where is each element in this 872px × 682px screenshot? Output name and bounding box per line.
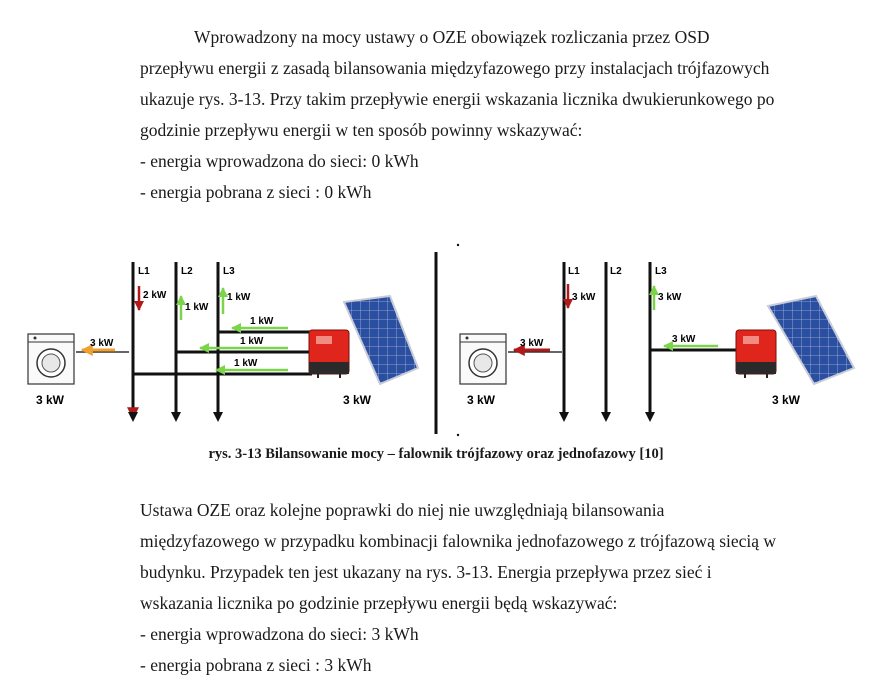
figure-caption: rys. 3-13 Bilansowanie mocy – falownik trójfazowy oraz jednofazowy [10] bbox=[208, 446, 664, 462]
load-label: 3 kW bbox=[467, 393, 496, 407]
washing-machine-icon bbox=[28, 334, 74, 384]
l3-flow-label: 3 kW bbox=[658, 292, 682, 303]
phase-l1-label: L1 bbox=[138, 266, 150, 277]
phase-l1-label: L1 bbox=[568, 266, 580, 277]
right-diagram-single-phase-inverter bbox=[460, 262, 854, 422]
intro-line: godzinie przepływu energii w ten sposób powinny wskazywać: bbox=[140, 120, 583, 140]
l1-flow-label: 3 kW bbox=[572, 292, 596, 303]
power-balancing-figure bbox=[0, 238, 872, 443]
body-line: międzyfazowego w przypadku kombinacji falownika jednofazowego z trójfazową siecią w bbox=[140, 531, 777, 551]
inverter-flow-label: 3 kW bbox=[672, 334, 696, 345]
phase-l3-label: L3 bbox=[223, 266, 235, 277]
inverter-icon bbox=[736, 330, 776, 378]
l2-flow-label: 1 kW bbox=[185, 302, 209, 313]
intro-line: ukazuje rys. 3-13. Przy takim przepływie energii wskazania licznika dwukierunkowego po bbox=[140, 89, 775, 109]
inverter-line-l2-label: 1 kW bbox=[240, 336, 264, 347]
body-paragraph bbox=[140, 495, 840, 681]
l1-flow-label: 2 kW bbox=[143, 290, 167, 301]
load-flow-label: 3 kW bbox=[90, 338, 114, 349]
solar-panel-icon bbox=[344, 296, 418, 384]
washing-machine-icon bbox=[460, 334, 506, 384]
body-line: Ustawa OZE oraz kolejne poprawki do niej nie uwzględniają bilansowania bbox=[140, 500, 665, 520]
body-bullet: - energia pobrana z sieci : 3 kWh bbox=[140, 655, 372, 675]
load-flow-label: 3 kW bbox=[520, 338, 544, 349]
pv-label: 3 kW bbox=[772, 393, 801, 407]
solar-panel-icon bbox=[768, 296, 854, 384]
l3-flow-label: 1 kW bbox=[227, 292, 251, 303]
inverter-icon bbox=[309, 330, 349, 378]
intro-bullet: - energia pobrana z sieci : 0 kWh bbox=[140, 182, 372, 202]
phase-l3-label: L3 bbox=[655, 266, 667, 277]
inverter-line-l3-label: 1 kW bbox=[250, 316, 274, 327]
pv-label: 3 kW bbox=[343, 393, 372, 407]
intro-line: przepływu energii z zasadą bilansowania międzyfazowego przy instalacjach trójfazowych bbox=[140, 58, 770, 78]
intro-bullet: - energia wprowadzona do sieci: 0 kWh bbox=[140, 151, 419, 171]
phase-l2-label: L2 bbox=[181, 266, 193, 277]
intro-paragraph bbox=[140, 22, 840, 208]
phase-l2-label: L2 bbox=[610, 266, 622, 277]
left-diagram-three-phase-inverter bbox=[28, 262, 418, 422]
body-line: wskazania licznika po godzinie przepływu energii będą wskazywać: bbox=[140, 593, 618, 613]
intro-line: Wprowadzony na mocy ustawy o OZE obowiązek rozliczania przez OSD bbox=[194, 27, 710, 47]
load-label: 3 kW bbox=[36, 393, 65, 407]
inverter-line-l1-label: 1 kW bbox=[234, 358, 258, 369]
body-bullet: - energia wprowadzona do sieci: 3 kWh bbox=[140, 624, 419, 644]
body-line: budynku. Przypadek ten jest ukazany na rys. 3-13. Energia przepływa przez sieć i bbox=[140, 562, 712, 582]
